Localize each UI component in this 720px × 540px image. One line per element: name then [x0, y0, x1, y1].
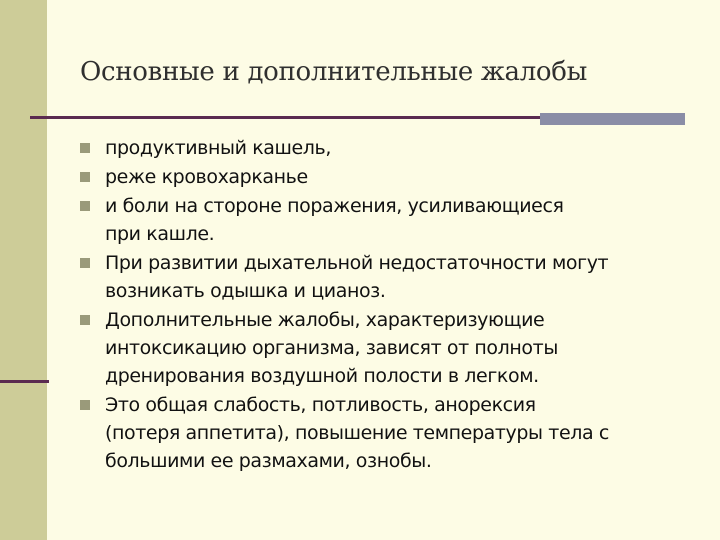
bullet-text-line: и боли на стороне поражения, усиливающиеся [105, 195, 564, 217]
side-accent-line [0, 380, 49, 383]
title-accent-bar [540, 113, 685, 125]
bullet-text-line: При развитии дыхательной недостаточности могут [105, 252, 609, 274]
bullet-square-icon [80, 258, 90, 268]
bullet-list [80, 134, 700, 476]
bullet-text-line: при кашле. [105, 223, 215, 245]
bullet-square-icon [80, 315, 90, 325]
bullet-item [80, 163, 700, 191]
bullet-text-line: реже кровохарканье [105, 166, 308, 188]
bullet-text-line: Это общая слабость, потливость, анорексия [105, 394, 536, 416]
bullet-text-line: (потеря аппетита), повышение температуры тела с [105, 422, 609, 444]
title-underline [30, 116, 540, 119]
bullet-text-line: продуктивный кашель, [105, 137, 331, 159]
bullet-text-line: дренирования воздушной полости в легком. [105, 365, 539, 387]
bullet-text-line: возникать одышка и цианоз. [105, 280, 386, 302]
bullet-text-line: интоксикацию организма, зависят от полноты [105, 337, 558, 359]
bullet-item [80, 391, 700, 475]
bullet-item [80, 192, 700, 248]
bullet-item [80, 249, 700, 305]
slide-title: Основные и дополнительные жалобы [80, 57, 588, 87]
bullet-square-icon [80, 143, 90, 153]
bullet-square-icon [80, 400, 90, 410]
bullet-square-icon [80, 201, 90, 211]
bullet-item [80, 134, 700, 162]
bullet-text-line: большими ее размахами, ознобы. [105, 450, 432, 472]
side-band [0, 0, 47, 540]
bullet-text-line: Дополнительные жалобы, характеризующие [105, 309, 545, 331]
bullet-item [80, 306, 700, 390]
bullet-square-icon [80, 172, 90, 182]
